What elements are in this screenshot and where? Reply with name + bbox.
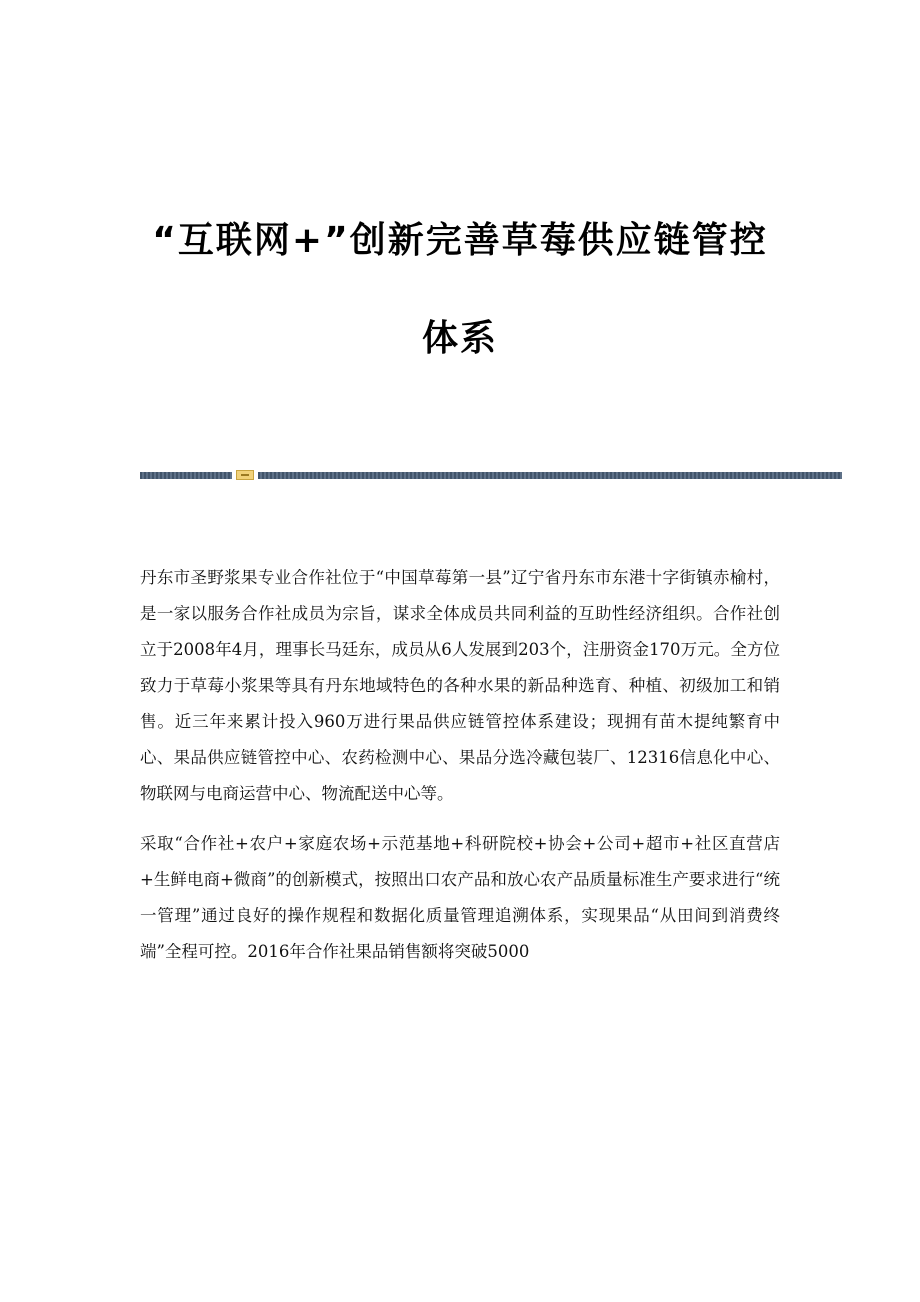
divider-bar-right (258, 472, 842, 479)
body-paragraph-2: 采取“合作社+农户+家庭农场+示范基地+科研院校+协会+公司+超市+社区直营店+生鲜电商+微商”的创新模式，按照出口农产品和放心农产品质量标准生产要求进行“统一管理”通过良好的操作规程和数据化质量管理追溯体系，实现果品“从田间到消费终端”全程可控。2016年合作社果品销售额将突破5000 (140, 834, 780, 961)
title-divider (140, 470, 842, 480)
divider-ornament-icon (236, 470, 254, 480)
document-body (140, 560, 780, 984)
document-title-line-1: “互联网+”创新完善草莓供应链管控 (152, 220, 768, 261)
body-paragraph-1: 丹东市圣野浆果专业合作社位于“中国草莓第一县”辽宁省丹东市东港十字街镇赤榆村，是一家以服务合作社成员为宗旨，谋求全体成员共同利益的互助性经济组织。合作社创立于2008年4月，理事长马廷东，成员从6人发展到203个，注册资金170万元。全方位致力于草莓小浆果等具有丹东地域特色的各种水果的新品种选育、种植、初级加工和销售。近三年来累计投入960万进行果品供应链管控体系建设；现拥有苗木提纯繁育中心、果品供应链管控中心、农药检测中心、果品分选冷藏包装厂、12316信息化中心、物联网与电商运营中心、物流配送中心等。 (140, 568, 780, 803)
document-title-line-2: 体系 (421, 318, 498, 359)
divider-bar-left (140, 472, 232, 479)
